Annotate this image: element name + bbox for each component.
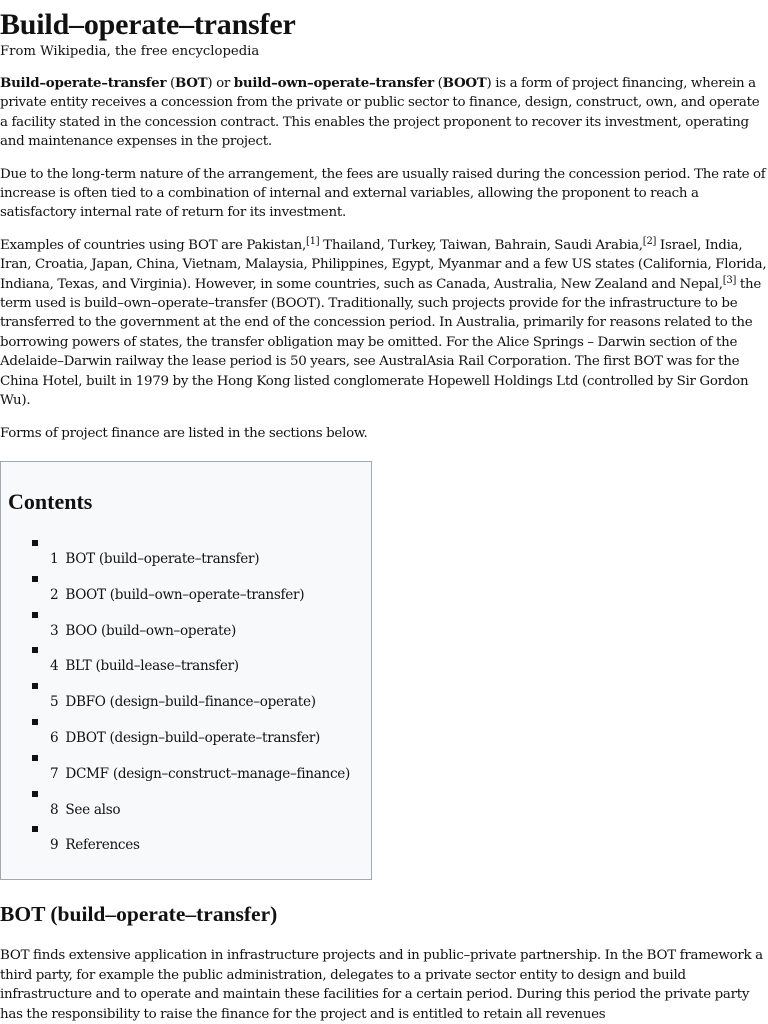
toc-link[interactable] [50,729,320,747]
toc-link[interactable] [50,693,316,711]
toc-link[interactable] [50,657,239,675]
bullet-icon [32,612,38,618]
toc-number: 6 [50,729,59,746]
bullet-icon [32,719,38,725]
reference-link-1[interactable]: [1] [306,235,320,247]
bullet-icon [32,576,38,582]
toc-number: 5 [50,694,59,711]
text-span: ( [433,76,443,91]
term-bot: BOT [174,75,208,91]
toc-number: 7 [50,765,59,782]
toc-number: 8 [50,801,59,818]
term-boot: BOOT [442,75,487,91]
toc-label: BOT (build–operate–transfer) [65,551,260,567]
term-boot-full: build–own–operate–transfer [233,75,434,91]
intro-paragraph-3 [0,236,768,411]
toc-link[interactable] [50,801,120,819]
term-bot-full: Build–operate–transfer [0,75,167,91]
toc-label: DBOT (design–build–operate–transfer) [65,729,321,746]
text-span: ) or [207,76,234,91]
toc-number: 9 [50,837,59,854]
toc-label: See also [65,801,121,818]
toc-number: 1 [50,551,59,567]
table-of-contents [0,461,372,880]
text-span: Israel, India, Iran, Croatia, Japan, China, Vietnam, Malaysia, Philippines, Egypt, Myanmar and a few US states (California, Florida, Indiana, Texas, and Virginia). However, in some countries, such as Canada, Australia, New Zealand and Nepal, [0,237,767,292]
bullet-icon [32,647,38,653]
toc-title: Contents [8,489,93,514]
intro-paragraph-4: Forms of project finance are listed in the sections below. [0,425,368,441]
section-body-bot: BOT finds extensive application in infrastructure projects and in public–private partnership. In the BOT framework a third party, for example the public administration, delegates to a private sector entity to design and build infrastructure and to operate and maintain these facilities for a certain period. During this period the private party has the responsibility to raise the finance for the project and is entitled to retain all revenues [0,948,763,1022]
toc-number: 4 [50,658,59,675]
toc-link[interactable] [50,765,350,783]
toc-number: 3 [50,622,59,639]
text-span: the term used is build–own–operate–transfer (BOOT). Traditionally, such projects provide for the infrastructure to be transferred to the government at the end of the concession period. In Australia, primarily for reasons related to the borrowing powers of states, the transfer obligation may be omitted. For the Alice Springs – Darwin section of the Adelaide–Darwin railway the lease period is 50 years, see AustralAsia Rail Corporation. The first BOT was for the China Hotel, built in 1979 by the Hong Kong listed conglomerate Hopewell Holdings Ltd (controlled by Sir Gordon Wu). [0,276,762,409]
intro-paragraph-2: Due to the long-term nature of the arrangement, the fees are usually raised during the concession period. The rate of increase is often tied to a combination of internal and external variables, allowing the proponent to reach a satisfactory internal rate of return for its investment. [0,166,766,221]
bullet-icon [32,755,38,761]
bullet-icon [32,791,38,797]
text-span: Thailand, Turkey, Taiwan, Bahrain, Saudi Arabia, [319,237,643,253]
bullet-icon [32,683,38,689]
text-span: ) is a form of project financing, wherein a private entity receives a concession from the private or public sector to finance, design, construct, own, and operate a facility stated in the concession contract. This enables the project proponent to recover its investment, operating and maintenance expenses in the project. [0,76,760,150]
reference-link-3[interactable]: [3] [722,274,737,286]
page-subtitle: From Wikipedia, the free encyclopedia [0,44,260,59]
article-header [0,0,768,443]
toc-link[interactable] [50,622,236,640]
text-span: Examples of countries using BOT are Pakistan, [0,237,307,253]
toc-label: DBFO (design–build–finance–operate) [65,694,316,711]
intro-paragraph-1 [0,74,768,152]
toc-label: BOOT (build–own–operate–transfer) [65,586,305,603]
toc-link[interactable] [50,586,304,604]
toc-label: BOO (build–own–operate) [65,622,236,639]
toc-link[interactable] [50,836,140,854]
toc-label: References [65,837,140,854]
toc-label: BLT (build–lease–transfer) [65,658,239,675]
text-span: ( [166,76,175,91]
page-title: Build–operate–transfer [0,8,296,41]
bullet-icon [32,826,38,832]
toc-link[interactable] [50,550,259,568]
reference-link-2[interactable]: [2] [642,235,657,247]
toc-number: 2 [50,586,59,603]
toc-label: DCMF (design–construct–manage–finance) [65,765,351,782]
bullet-icon [32,540,38,546]
section-heading-bot: BOT (build–operate–transfer) [0,902,278,926]
